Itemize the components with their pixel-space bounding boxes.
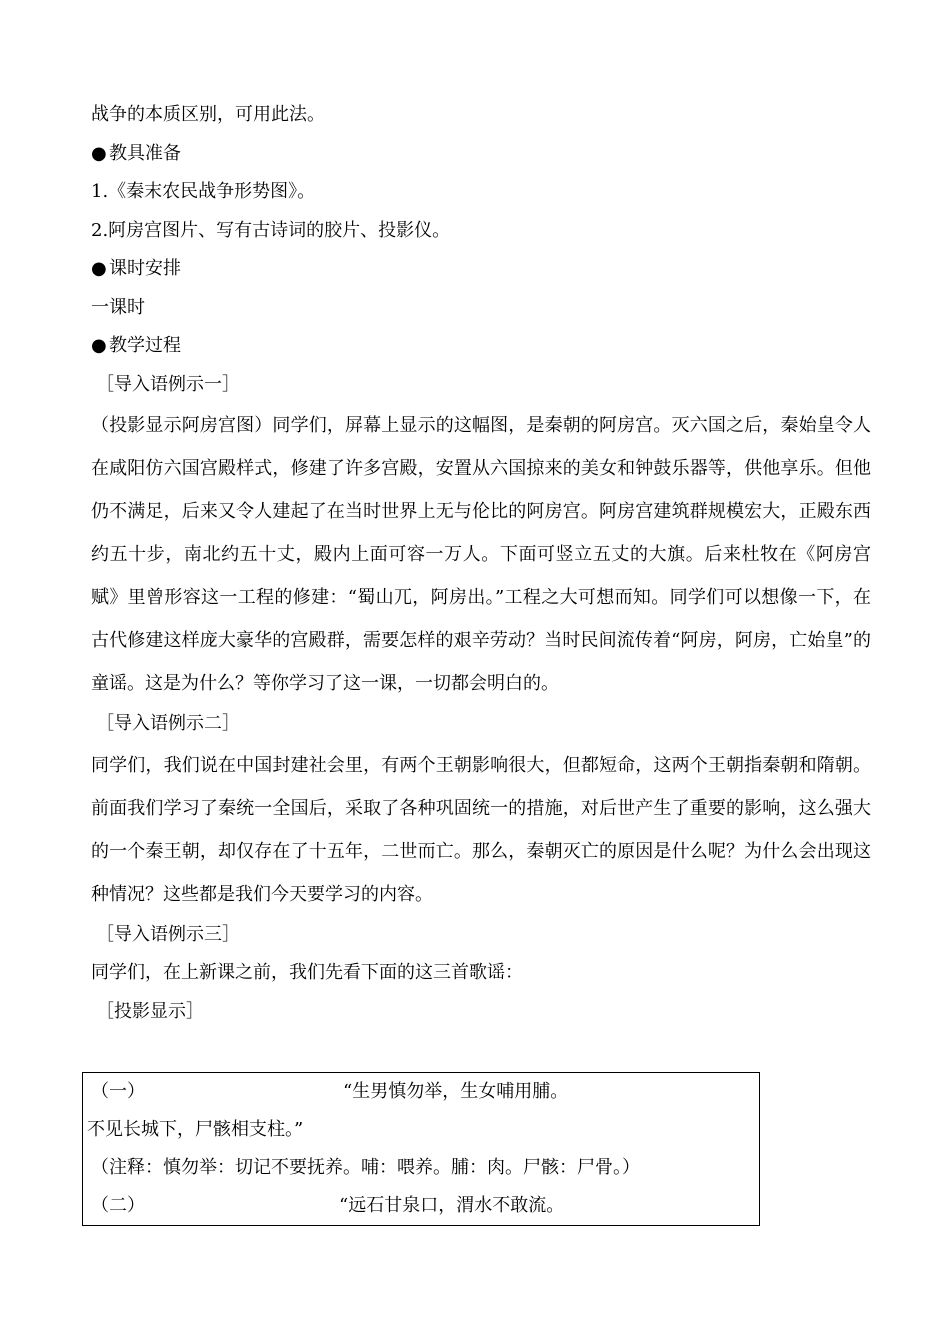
bullet-icon: ● [91,142,107,164]
song-row-2: 不见长城下，尸骸相支柱。” [87,1119,304,1140]
song-number-2: （二） [91,1195,145,1216]
song-number-1: （一） [91,1081,145,1102]
bullet-icon: ● [91,335,107,356]
section-heading-time: ● 课时安排 [91,250,871,289]
projection-tag: ［投影显示］ [96,1000,204,1022]
song-box [82,1072,760,1226]
bullet-icon: ● [91,258,107,279]
tool-item-1: 1.《秦末农民战争形势图》。 [91,181,316,202]
intro-example-1-text: （投影显示阿房宫图）同学们，屏幕上显示的这幅图，是秦朝的阿房宫。灭六国之后，秦始皇令人在咸阳仿六国宫殿样式，修建了许多宫殿，安置从六国掠来的美女和钟鼓乐器等，供他享乐。但他仍不满足，后来又令人建起了在当时世界上无与伦比的阿房宫。阿房宫建筑群规模宏大，正殿东西约五十步，南北约五十丈，殿内上面可容一万人。下面可竖立五丈的大旗。后来杜牧在《阿房宫赋》里曾形容这一工程的修建：“蜀山兀，阿房出。”工程之大可想而知。同学们可以想像一下，在古代修建这样庞大豪华的宫殿群，需要怎样的艰辛劳动？当时民间流传着“阿房，阿房，亡始皇”的童谣。这是为什么？等你学习了这一课，一切都会明白的。 [91,415,871,694]
intro-example-3-tag: ［导入语例示三］ [96,923,240,945]
section-heading-tools: ● 教具准备 [91,135,871,174]
intro-example-2-text: 同学们，我们说在中国封建社会里，有两个王朝影响很大，但都短命，这两个王朝指秦朝和隋朝。前面我们学习了秦统一全国后，采取了各种巩固统一的措施，对后世产生了重要的影响，这么强大的一个秦王朝，却仅存在了十五年，二世而亡。那么，秦朝灭亡的原因是什么呢？为什么会出现这种情况？这些都是我们今天要学习的内容。 [91,754,871,905]
section-heading-process: ● 教学过程 [91,327,871,366]
text-line: 战争的本质区别，可用此法。 [91,104,325,125]
tool-item-2: 2.阿房宫图片、写有古诗词的胶片、投影仪。 [91,219,451,241]
song-row-4 [91,1187,565,1225]
document-body [91,96,871,1031]
intro-example-2-tag: ［导入语例示二］ [96,713,240,734]
song-note: （注释：慎勿举：切记不要抚养。哺：喂养。脯：肉。尸骸：尸骨。） [91,1157,640,1178]
song-line-2: “远石甘泉口，渭水不敢流。 [339,1195,565,1216]
song-line-1: “生男慎勿举，生女哺用脯。 [343,1081,569,1102]
intro-example-1-tag: ［导入语例示一］ [96,373,240,395]
time-value: 一课时 [91,296,145,318]
song-row-1 [91,1073,569,1111]
intro-example-3-text: 同学们，在上新课之前，我们先看下面的这三首歌谣： [91,962,523,983]
